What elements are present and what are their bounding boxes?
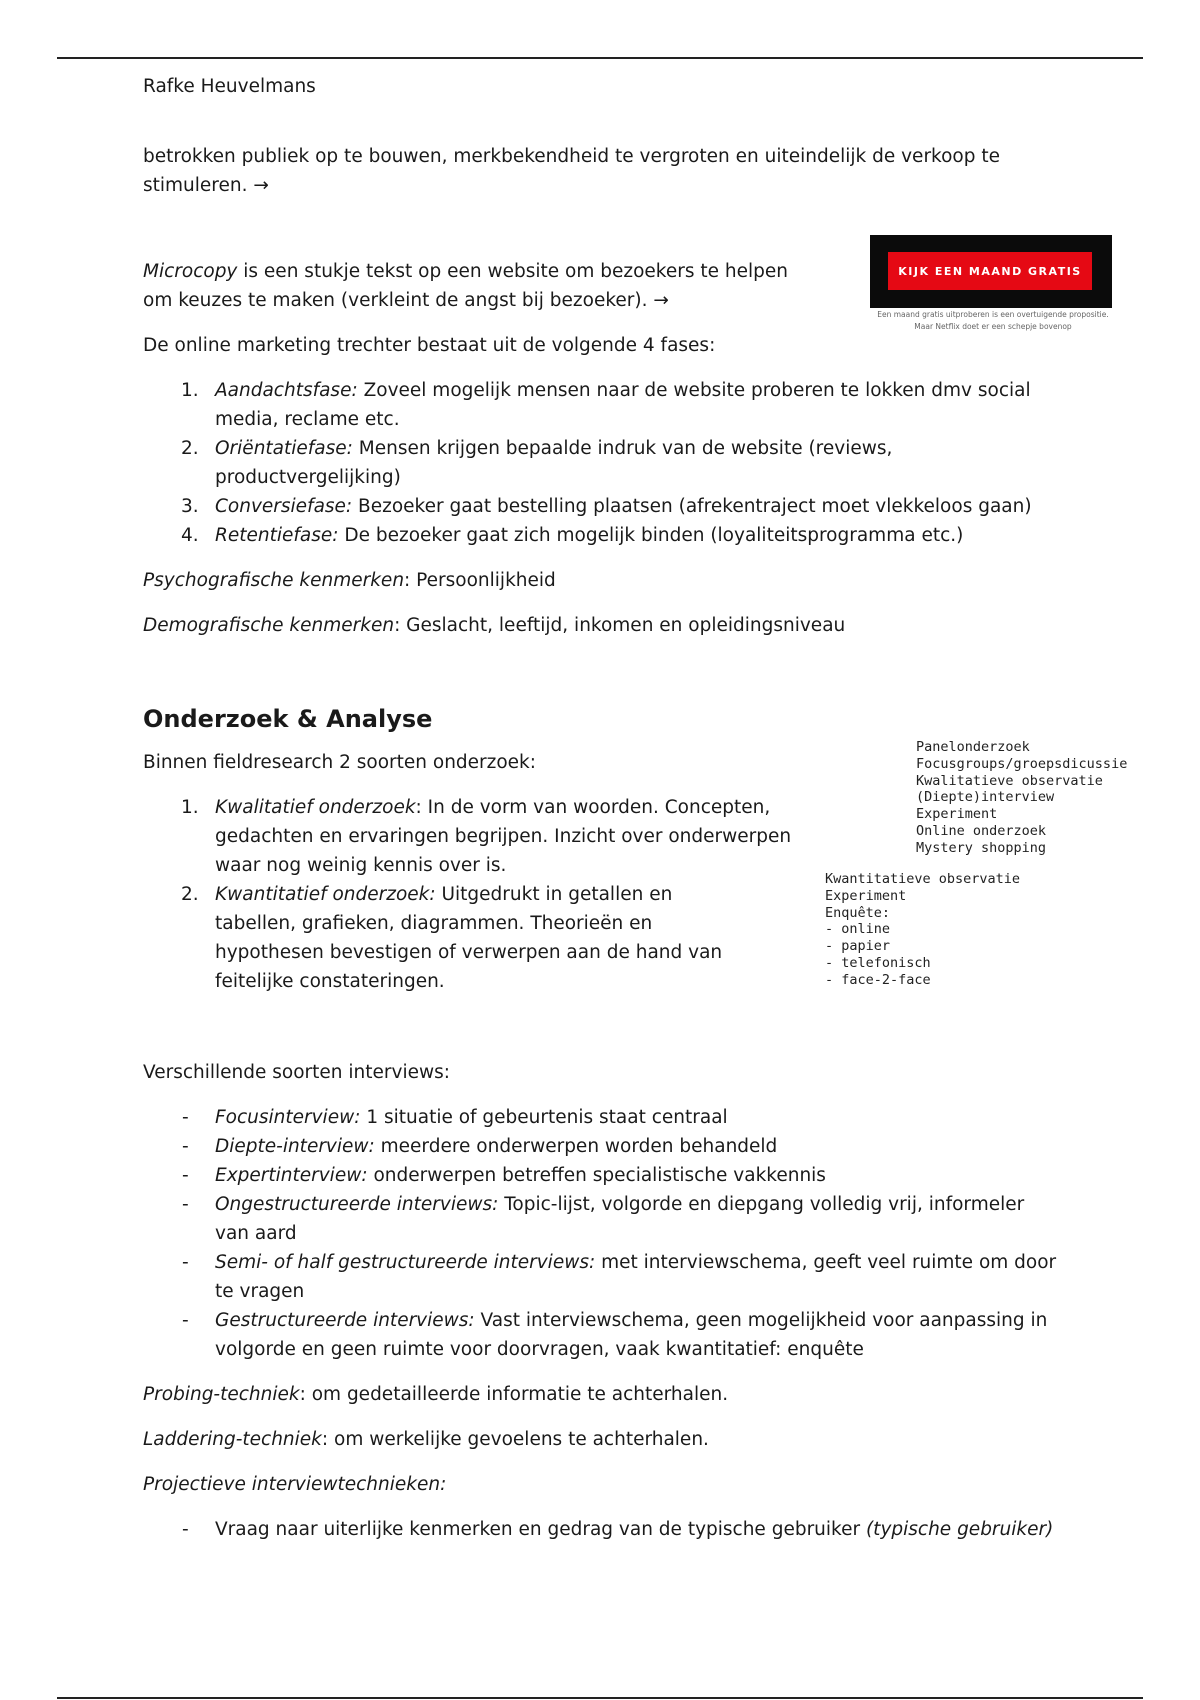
interviews-intro: Verschillende soorten interviews: xyxy=(143,1062,450,1083)
interview-type-list xyxy=(143,1103,1063,1364)
list-item: - Vraag naar uiterlijke kenmerken en gedrag van de typische gebruiker (typische gebruiker) xyxy=(182,1519,1054,1540)
list-item: 2. Oriëntatiefase: Mensen krijgen bepaalde indruk van de website (reviews, productvergelijking) xyxy=(181,438,893,488)
cta-button-image: KIJK EEN MAAND GRATIS xyxy=(888,252,1092,290)
list-item: - Ongestructureerde interviews: Topic-lijst, volgorde en diepgang volledig vrij, informeler van aard xyxy=(182,1194,1025,1244)
qualitative-methods-image: Panelonderzoek Focusgroups/groepsdicussie Kwalitatieve observatie (Diepte)interview Experiment Online onderzoek Mystery shopping xyxy=(916,739,1128,856)
funnel-intro: De online marketing trechter bestaat uit de volgende 4 fases: xyxy=(143,335,716,356)
projective-heading: Projectieve interviewtechnieken: xyxy=(143,1474,447,1495)
probing-line: Probing-techniek: om gedetailleerde informatie te achterhalen. xyxy=(143,1384,729,1405)
list-item: 2. Kwantitatief onderzoek: Uitgedrukt in getallen en tabellen, grafieken, diagrammen. Theorieën en hypothesen bevestigen of verwerpen aan de hand van feitelijke constateringen. xyxy=(181,884,723,992)
footer-rule xyxy=(57,1697,1143,1699)
funnel-phase-list xyxy=(143,376,1063,550)
quantitative-methods-image: Kwantitatieve observatie Experiment Enquête: - online - papier - telefonisch - face-2-face xyxy=(825,871,1021,988)
microcopy-paragraph xyxy=(143,257,803,315)
author-name: Rafke Heuvelmans xyxy=(143,76,316,97)
list-item: - Expertinterview: onderwerpen betreffen specialistische vakkennis xyxy=(182,1165,826,1186)
list-item: 3. Conversiefase: Bezoeker gaat bestelling plaatsen (afrekentraject moet vlekkeloos gaan) xyxy=(181,496,1032,517)
list-item: 1. Aandachtsfase: Zoveel mogelijk mensen naar de website proberen te lokken dmv social media, reclame etc. xyxy=(181,380,1031,430)
psychographic-line: Psychografische kenmerken: Persoonlijkheid xyxy=(143,570,556,591)
microcopy-text: is een stukje tekst op een website om bezoekers te helpen om keuzes te maken (verkleint de angst bij bezoeker). → xyxy=(143,261,788,311)
intro-paragraph: betrokken publiek op te bouwen, merkbekendheid te vergroten en uiteindelijk de verkoop te stimuleren. → xyxy=(143,146,1000,196)
research-intro: Binnen fieldresearch 2 soorten onderzoek: xyxy=(143,752,537,773)
projective-list xyxy=(143,1515,1063,1544)
laddering-line: Laddering-techniek: om werkelijke gevoelens te achterhalen. xyxy=(143,1429,709,1450)
list-item: - Gestructureerde interviews: Vast interviewschema, geen mogelijkheid voor aanpassing in volgorde en geen ruimte voor doorvragen, vaak kwantitatief: enquête xyxy=(182,1310,1048,1360)
list-item: - Diepte-interview: meerdere onderwerpen worden behandeld xyxy=(182,1136,778,1157)
microcopy-term: Microcopy xyxy=(143,261,238,282)
section-heading: Onderzoek & Analyse xyxy=(143,705,433,733)
list-item: - Semi- of half gestructureerde interviews: met interviewschema, geeft veel ruimte om door te vragen xyxy=(182,1252,1057,1302)
list-item: 1. Kwalitatief onderzoek: In de vorm van woorden. Concepten, gedachten en ervaringen begrijpen. Inzicht over onderwerpen waar nog weinig kennis over is. xyxy=(181,797,792,876)
header-rule xyxy=(57,57,1143,59)
demographic-line: Demografische kenmerken: Geslacht, leeftijd, inkomen en opleidingsniveau xyxy=(143,615,846,636)
netflix-cta-image xyxy=(870,235,1112,308)
cta-image-caption: Een maand gratis uitproberen is een overtuigende propositie. Maar Netflix doet er een schepje bovenop xyxy=(877,310,1109,331)
list-item: 4. Retentiefase: De bezoeker gaat zich mogelijk binden (loyaliteitsprogramma etc.) xyxy=(181,525,964,546)
list-item: - Focusinterview: 1 situatie of gebeurtenis staat centraal xyxy=(182,1107,728,1128)
